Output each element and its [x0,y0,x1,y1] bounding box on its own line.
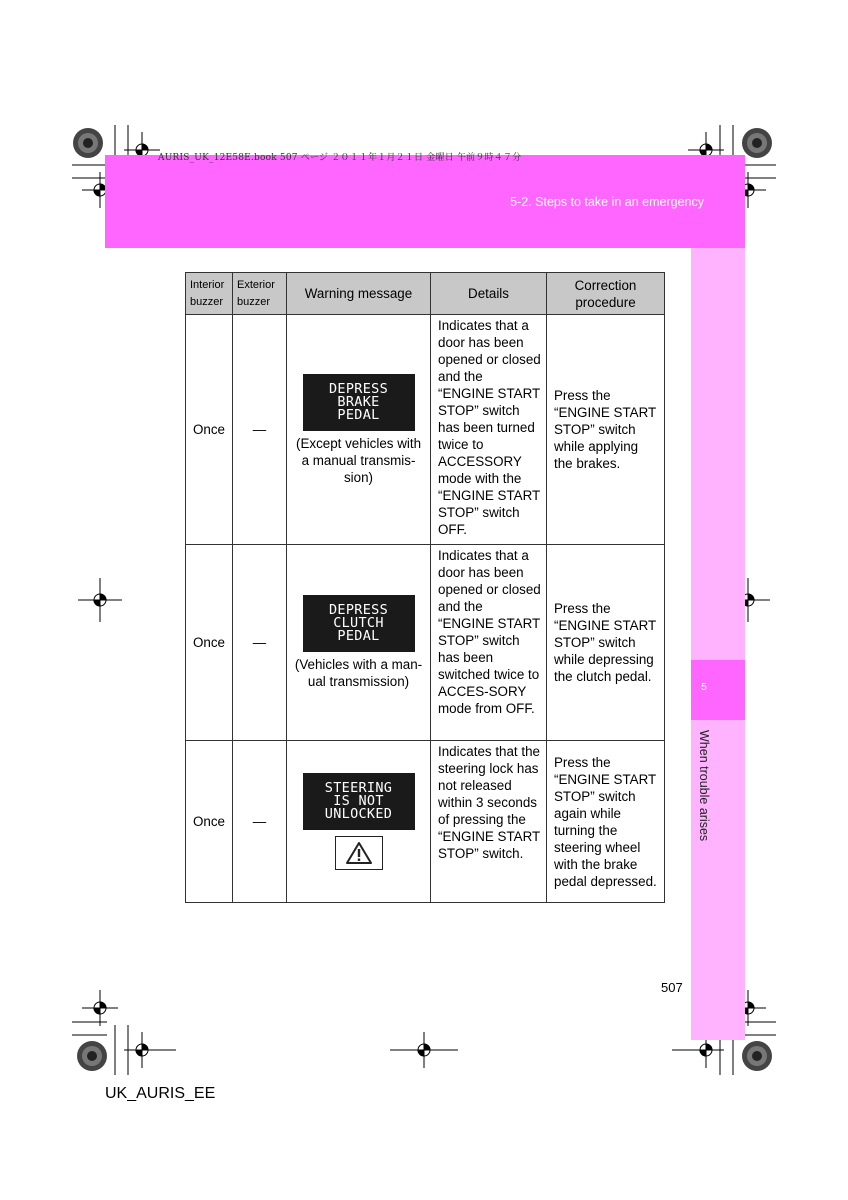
table-row [186,315,665,545]
message-note: (Vehicles with a man-ual transmission) [294,657,423,689]
header-correction-procedure: Correction procedure [547,273,665,315]
correction-cell: Press the “ENGINE START STOP” switch while applying the brakes. [547,315,665,545]
warning-triangle-icon [345,841,373,865]
warning-triangle-icon [335,836,383,870]
header-exterior-buzzer: Exterior buzzer [233,273,287,315]
interior-buzzer-cell: Once [186,545,233,741]
warning-message-cell [287,315,431,545]
display-message [303,773,415,830]
warning-message-cell [287,741,431,903]
warning-message-table [185,272,665,903]
header-warning-message: Warning message [287,273,431,315]
display-message-text: DEPRESS BRAKE PEDAL [329,380,388,423]
exterior-buzzer-cell: — [233,545,287,741]
header-details: Details [431,273,547,315]
header-interior-buzzer: Interior buzzer [186,273,233,315]
section-title: 5-2. Steps to take in an emergency [510,195,704,209]
correction-cell: Press the “ENGINE START STOP” switch while depressing the clutch pedal. [547,545,665,741]
side-tab [691,248,745,1040]
display-message-text: STEERING IS NOT UNLOCKED [324,780,393,822]
display-message [303,374,415,431]
display-message [303,595,415,652]
details-cell: Indicates that a door has been opened or closed and the “ENGINE START STOP” switch has been switched twice to ACCES-SORY mode from OFF. [431,545,547,741]
message-note: (Except vehicles with a manual transmis-sion) [295,435,422,485]
exterior-buzzer-cell: — [233,741,287,903]
print-file-info: AURIS_UK_12E58E.book 507 ページ ２０１１年１月２１日 金曜日 午前９時４７分 [158,153,522,163]
correction-cell: Press the “ENGINE START STOP” switch again while turning the steering wheel with the brake pedal depressed. [547,741,665,903]
table-row [186,545,665,741]
details-cell: Indicates that the steering lock has not released within 3 seconds of pressing the “ENGINE START STOP” switch. [431,741,547,903]
footer-code: UK_AURIS_EE [105,1085,216,1102]
chapter-number: 5 [701,682,707,693]
table-row [186,741,665,903]
display-message-text: DEPRESS CLUTCH PEDAL [329,602,388,644]
chapter-label: When trouble arises [697,730,711,842]
interior-buzzer-cell: Once [186,315,233,545]
warning-message-cell [287,545,431,741]
page-number: 507 [661,980,683,995]
table-header-row [186,273,665,315]
exterior-buzzer-cell: — [233,315,287,545]
details-cell: Indicates that a door has been opened or closed and the “ENGINE START STOP” switch has been turned twice to ACCESSORY mode with the “ENGINE START STOP” switch OFF. [431,315,547,545]
interior-buzzer-cell: Once [186,741,233,903]
